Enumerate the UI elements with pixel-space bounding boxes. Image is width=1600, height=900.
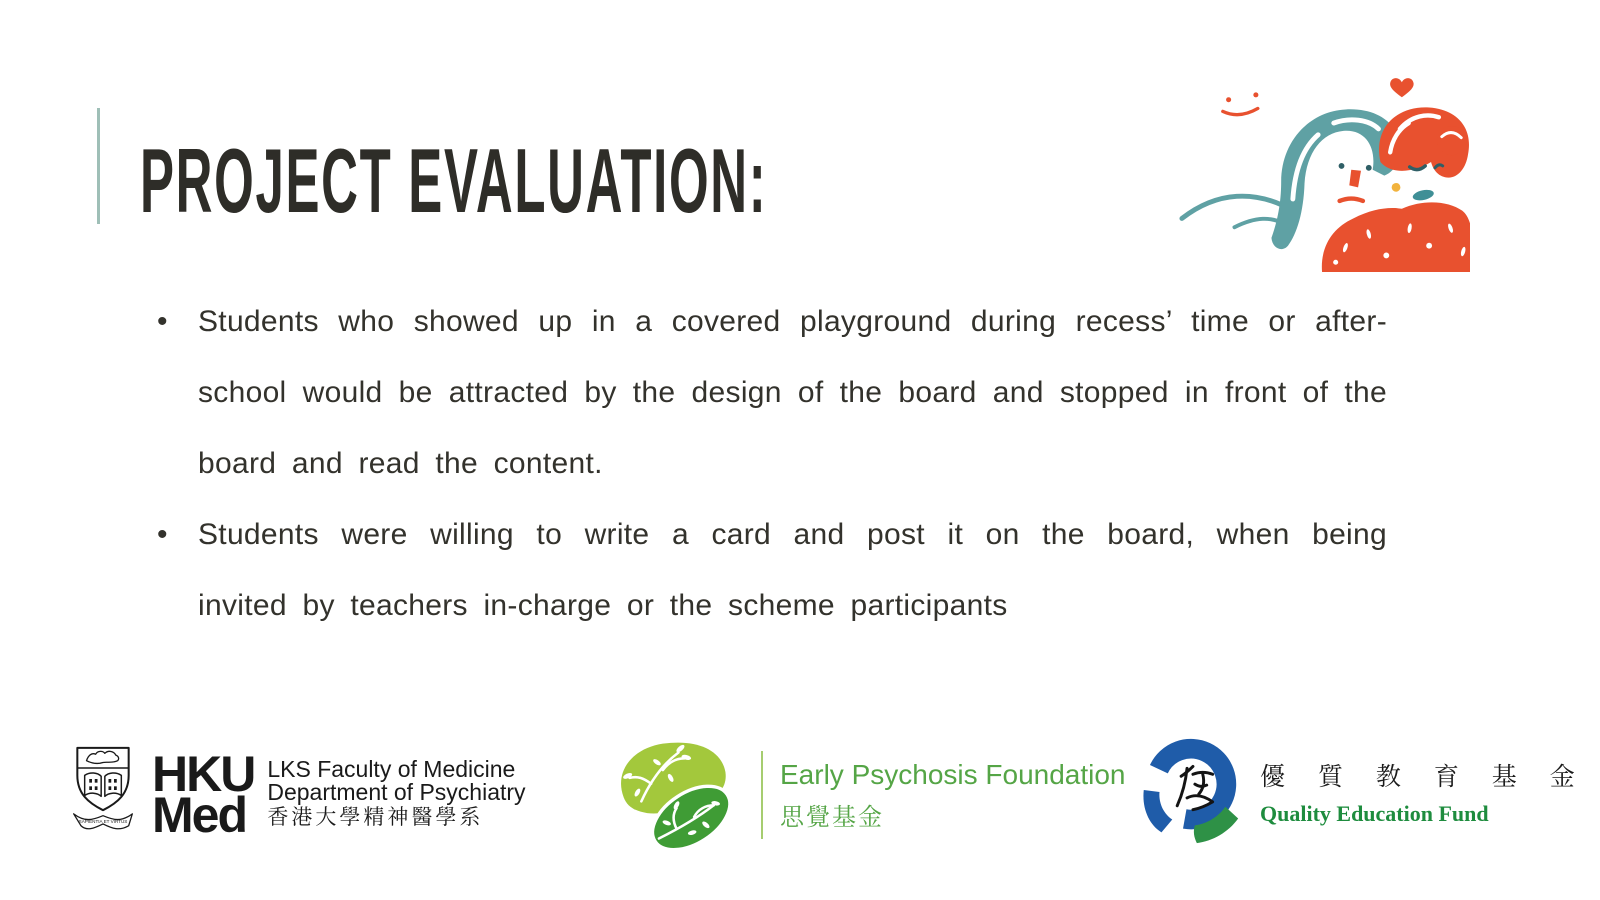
sad-face-doodle <box>1223 92 1259 114</box>
hkumed-logo <box>70 744 526 843</box>
hku-department-line: Department of Psychiatry <box>267 779 526 805</box>
qef-name <box>1260 757 1588 827</box>
bullet-item: • Students were willing to write a card and post it on the board, when being invited by teachers in-charge or the scheme participants <box>155 499 1387 641</box>
epf-brain-icon <box>612 738 744 852</box>
bullet-item: • Students who showed up in a covered playground during recess’ time or after-school would be attracted by the design of the board and stopped in front of the board and read the content. <box>155 286 1387 499</box>
hku-chinese-line: 香港大學精神醫學系 <box>267 806 484 829</box>
qef-q-icon <box>1130 733 1248 851</box>
heart-icon <box>1390 78 1414 97</box>
earring-dot <box>1392 183 1401 192</box>
title-accent-line <box>97 108 100 224</box>
crest-motto-text: SAPIENTIA ET VIRTUS <box>78 819 128 824</box>
comforting-friends-illustration <box>1178 53 1470 272</box>
epf-name-en: Early Psychosis Foundation <box>780 758 1126 790</box>
bullet-list <box>155 286 1387 641</box>
qef-name-en: Quality Education Fund <box>1260 801 1489 826</box>
epf-logo <box>612 738 1126 852</box>
epf-name-zh: 思覺基金 <box>780 803 884 831</box>
hku-department-text <box>267 744 525 830</box>
qef-name-zh: 優 質 教 育 基 金 <box>1260 763 1588 791</box>
hku-acronym-top: HKU <box>152 746 255 802</box>
page-title: PROJECT EVALUATION: <box>140 131 768 232</box>
hku-wordmark <box>152 744 255 843</box>
epf-divider-line <box>761 751 763 839</box>
hku-acronym-bottom: Med <box>152 787 246 843</box>
epf-name <box>780 759 1126 832</box>
hku-faculty-line: LKS Faculty of Medicine <box>267 756 516 782</box>
qef-logo <box>1130 733 1588 851</box>
hku-crest-icon <box>70 744 136 836</box>
